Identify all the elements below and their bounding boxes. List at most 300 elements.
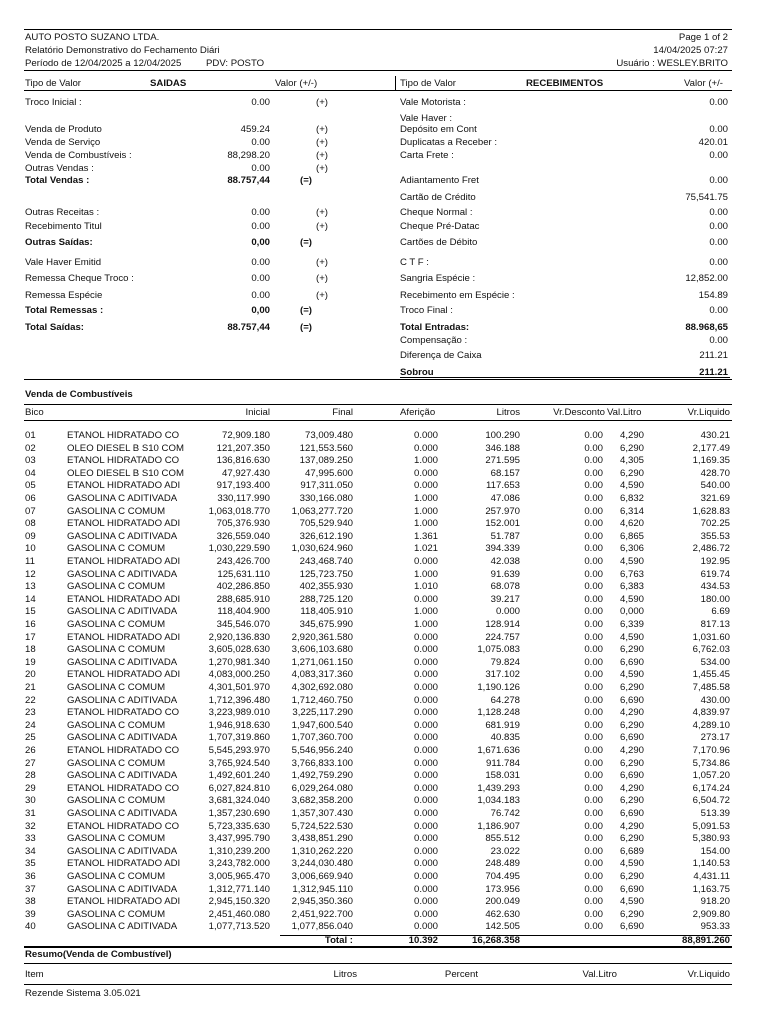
table-row bbox=[0, 871, 768, 882]
cell-liquido: 702.25 bbox=[700, 518, 730, 530]
cell-afericao: 0.000 bbox=[413, 707, 438, 719]
cell-produto: GASOLINA C COMUM bbox=[67, 543, 166, 555]
cell-litros: 128.914 bbox=[485, 619, 520, 630]
col-liquido: Vr.Liquido bbox=[687, 407, 730, 418]
cell-inicial: 2,920,136.830 bbox=[208, 631, 270, 643]
cell-litros: 1,128.248 bbox=[477, 707, 520, 719]
fuel-total-label: Total : bbox=[324, 935, 353, 946]
cell-val-litro: 6,339 bbox=[620, 619, 645, 630]
cell-desconto: 0.00 bbox=[584, 808, 603, 819]
cell-liquido: 1,628.83 bbox=[692, 505, 730, 517]
cell-desconto: 0.00 bbox=[584, 593, 603, 605]
cell-desconto: 0.00 bbox=[584, 669, 603, 681]
table-row bbox=[0, 720, 768, 731]
cell-litros: 40.835 bbox=[490, 732, 520, 744]
cell-final: 5,724,522.530 bbox=[291, 820, 353, 832]
cell-final: 6,029,264.080 bbox=[291, 782, 353, 794]
table-row bbox=[0, 896, 768, 907]
col-inicial: Inicial bbox=[245, 407, 270, 418]
cell-afericao: 0.000 bbox=[413, 732, 438, 744]
cell-bico: 21 bbox=[25, 682, 36, 693]
cell-val-litro: 4,290 bbox=[620, 707, 645, 719]
saidas-label: Total Vendas : bbox=[25, 175, 90, 186]
cell-produto: ETANOL HIDRATADO ADI bbox=[67, 518, 181, 530]
recebimentos-label: Adiantamento Fret bbox=[400, 175, 479, 186]
cell-produto: ETANOL HIDRATADO ADI bbox=[67, 556, 181, 567]
cell-produto: GASOLINA C ADITIVADA bbox=[67, 883, 178, 895]
cell-produto: GASOLINA C COMUM bbox=[67, 908, 166, 920]
cell-desconto: 0.00 bbox=[584, 820, 603, 832]
cell-bico: 16 bbox=[25, 619, 36, 630]
cell-val-litro: 4,305 bbox=[620, 455, 645, 467]
cell-produto: ETANOL HIDRATADO CO bbox=[67, 782, 180, 794]
cell-produto: GASOLINA C COMUM bbox=[67, 757, 166, 769]
table-row bbox=[0, 783, 768, 794]
cell-produto: ETANOL HIDRATADO ADI bbox=[67, 631, 181, 643]
table-row bbox=[0, 795, 768, 806]
cell-bico: 33 bbox=[25, 833, 36, 845]
cell-bico: 38 bbox=[25, 896, 36, 908]
saidas-label: Vale Haver Emitid bbox=[25, 257, 102, 268]
cell-bico: 01 bbox=[25, 430, 36, 441]
cell-val-litro: 6,314 bbox=[620, 505, 645, 517]
col-final: Final bbox=[332, 407, 353, 418]
cell-produto: ETANOL HIDRATADO ADI bbox=[67, 896, 181, 908]
saidas-label: Outras Vendas : bbox=[25, 163, 94, 174]
cell-produto: ETANOL HIDRATADO CO bbox=[67, 820, 180, 832]
table-row bbox=[0, 506, 768, 517]
cell-desconto: 0.00 bbox=[584, 606, 603, 618]
cell-desconto: 0.00 bbox=[584, 581, 603, 593]
cell-desconto: 0.00 bbox=[584, 858, 603, 870]
cell-produto: ETANOL HIDRATADO ADI bbox=[67, 480, 181, 492]
cell-afericao: 0.000 bbox=[413, 921, 438, 933]
cell-final: 2,920,361.580 bbox=[291, 631, 353, 643]
cell-val-litro: 6,690 bbox=[620, 656, 645, 668]
cell-liquido: 5,380.93 bbox=[692, 833, 730, 845]
cell-desconto: 0.00 bbox=[584, 505, 603, 517]
cell-val-litro: 6,763 bbox=[620, 568, 645, 580]
cell-afericao: 1.000 bbox=[413, 568, 438, 580]
saidas-sign: (+) bbox=[316, 257, 328, 268]
report-title: Relatório Demonstrativo do Fechamento Diári bbox=[25, 45, 220, 56]
summary-col-litros: Litros bbox=[333, 969, 357, 980]
col-afericao: Aferição bbox=[400, 407, 436, 418]
cell-inicial: 1,712,396.480 bbox=[208, 694, 270, 706]
cell-litros: 1,034.183 bbox=[477, 795, 520, 807]
cell-val-litro: 6,689 bbox=[620, 845, 645, 857]
cell-afericao: 1.010 bbox=[413, 581, 438, 593]
cell-final: 4,083,317.360 bbox=[291, 669, 353, 681]
cell-afericao: 0.000 bbox=[413, 644, 438, 656]
recebimentos-value: 0.00 bbox=[709, 175, 728, 186]
cell-afericao: 0.000 bbox=[413, 480, 438, 492]
cell-val-litro: 6,290 bbox=[620, 871, 645, 882]
table-row bbox=[0, 531, 768, 542]
saidas-value: 88,298.20 bbox=[227, 150, 270, 161]
cell-afericao: 0.000 bbox=[413, 682, 438, 693]
fuel-section-title: Venda de Combustíveis bbox=[25, 389, 133, 400]
cell-bico: 34 bbox=[25, 845, 36, 857]
cell-produto: ETANOL HIDRATADO ADI bbox=[67, 593, 181, 605]
table-row bbox=[0, 606, 768, 617]
table-row bbox=[0, 682, 768, 693]
cell-litros: 1,075.083 bbox=[477, 644, 520, 656]
cell-val-litro: 6,383 bbox=[620, 581, 645, 593]
cell-liquido: 534.00 bbox=[700, 656, 730, 668]
cell-litros: 91.639 bbox=[490, 568, 520, 580]
cell-produto: OLEO DIESEL B S10 COM bbox=[67, 467, 184, 479]
cell-bico: 15 bbox=[25, 606, 36, 618]
cell-inicial: 4,083,000.250 bbox=[208, 669, 270, 681]
summary-col-liquido: Vr.Liquido bbox=[687, 969, 730, 980]
cell-bico: 19 bbox=[25, 656, 36, 668]
cell-produto: GASOLINA C ADITIVADA bbox=[67, 568, 178, 580]
cell-afericao: 0.000 bbox=[413, 669, 438, 681]
cell-litros: 76.742 bbox=[490, 808, 520, 819]
table-row bbox=[0, 732, 768, 743]
saidas-label: Remessa Espécie bbox=[25, 290, 103, 301]
cell-inicial: 125,631.110 bbox=[217, 568, 270, 580]
saidas-sign: (+) bbox=[316, 221, 328, 232]
cell-final: 1,947,600.540 bbox=[291, 719, 353, 731]
saidas-sign: (+) bbox=[316, 150, 328, 161]
cell-val-litro: 6,865 bbox=[620, 530, 645, 542]
cell-bico: 26 bbox=[25, 745, 36, 756]
cell-inicial: 3,765,924.540 bbox=[208, 757, 270, 769]
table-row bbox=[0, 921, 768, 932]
recebimentos-value: 0.00 bbox=[709, 221, 728, 232]
cell-inicial: 3,223,989.010 bbox=[208, 707, 270, 719]
cell-afericao: 0.000 bbox=[413, 467, 438, 479]
cell-val-litro: 6,290 bbox=[620, 908, 645, 920]
cell-afericao: 0.000 bbox=[413, 871, 438, 882]
recebimentos-label: C T F : bbox=[400, 257, 429, 268]
cell-produto: GASOLINA C ADITIVADA bbox=[67, 656, 178, 668]
table-row bbox=[0, 543, 768, 554]
cell-final: 917,311.050 bbox=[300, 480, 353, 492]
cell-desconto: 0.00 bbox=[584, 896, 603, 908]
cell-litros: 1,190.126 bbox=[477, 682, 520, 693]
cell-bico: 22 bbox=[25, 694, 36, 706]
cell-afericao: 0.000 bbox=[413, 656, 438, 668]
cell-inicial: 705,376.930 bbox=[216, 518, 270, 530]
cell-afericao: 1.000 bbox=[413, 505, 438, 517]
cell-val-litro: 4,590 bbox=[620, 858, 645, 870]
cell-inicial: 2,945,150.320 bbox=[208, 896, 270, 908]
company-name: AUTO POSTO SUZANO LTDA. bbox=[25, 32, 160, 43]
cell-val-litro: 4,590 bbox=[620, 669, 645, 681]
cell-produto: GASOLINA C COMUM bbox=[67, 719, 166, 731]
cell-inicial: 243,426.700 bbox=[216, 556, 270, 567]
cell-litros: 68.078 bbox=[490, 581, 520, 593]
cell-afericao: 0.000 bbox=[413, 795, 438, 807]
cell-val-litro: 6,290 bbox=[620, 682, 645, 693]
cell-produto: GASOLINA C COMUM bbox=[67, 581, 166, 593]
saidas-value: 459.24 bbox=[240, 124, 270, 135]
cell-inicial: 1,310,239.200 bbox=[208, 845, 270, 857]
cell-bico: 06 bbox=[25, 493, 36, 504]
cell-bico: 17 bbox=[25, 631, 36, 643]
cell-final: 1,063,277.720 bbox=[291, 505, 353, 517]
cell-final: 137,089.250 bbox=[299, 455, 353, 467]
cell-final: 1,357,307.430 bbox=[291, 808, 353, 819]
sobrou-underline bbox=[400, 377, 730, 378]
cell-desconto: 0.00 bbox=[584, 467, 603, 479]
cell-afericao: 0.000 bbox=[413, 757, 438, 769]
cell-inicial: 1,030,229.590 bbox=[208, 543, 270, 555]
cell-desconto: 0.00 bbox=[584, 745, 603, 756]
table-row bbox=[0, 518, 768, 529]
saidas-sign: (+) bbox=[316, 207, 328, 218]
recebimentos-label: Compensação : bbox=[400, 335, 468, 346]
fuel-total-litros: 16,268.358 bbox=[471, 935, 520, 946]
table-row bbox=[0, 480, 768, 491]
cell-produto: GASOLINA C COMUM bbox=[67, 619, 166, 630]
saidas-type-header: Tipo de Valor bbox=[25, 78, 81, 89]
table-row bbox=[0, 858, 768, 869]
table-row bbox=[0, 884, 768, 895]
saidas-label: Remessa Cheque Troco : bbox=[25, 273, 134, 284]
cell-desconto: 0.00 bbox=[584, 530, 603, 542]
cell-liquido: 6,762.03 bbox=[692, 644, 730, 656]
table-row bbox=[0, 455, 768, 466]
saidas-sign: (=) bbox=[300, 237, 312, 248]
cell-final: 2,451,922.700 bbox=[291, 908, 353, 920]
table-row bbox=[0, 745, 768, 756]
cell-inicial: 288,685.910 bbox=[216, 593, 270, 605]
recebimentos-value: 12,852.00 bbox=[685, 273, 728, 284]
cell-desconto: 0.00 bbox=[584, 682, 603, 693]
cell-liquido: 6.69 bbox=[711, 606, 730, 618]
cell-desconto: 0.00 bbox=[584, 732, 603, 744]
cell-inicial: 5,545,293.970 bbox=[208, 745, 270, 756]
cell-produto: OLEO DIESEL B S10 COM bbox=[67, 442, 184, 454]
cell-litros: 158.031 bbox=[485, 770, 520, 782]
cell-litros: 79.824 bbox=[490, 656, 520, 668]
cell-produto: ETANOL HIDRATADO ADI bbox=[67, 669, 181, 681]
cell-inicial: 136,816.630 bbox=[216, 455, 270, 467]
cell-liquido: 2,909.80 bbox=[692, 908, 730, 920]
report-period: Período de 12/04/2025 a 12/04/2025 bbox=[25, 58, 182, 69]
recebimentos-value: 0.00 bbox=[709, 207, 728, 218]
cell-final: 1,310,262.220 bbox=[291, 845, 353, 857]
cell-val-litro: 0,000 bbox=[620, 606, 645, 618]
cell-bico: 31 bbox=[25, 808, 36, 819]
cell-val-litro: 6,306 bbox=[620, 543, 645, 555]
cell-val-litro: 6,832 bbox=[620, 493, 645, 504]
recebimentos-label: Sangria Espécie : bbox=[400, 273, 476, 284]
cell-produto: GASOLINA C COMUM bbox=[67, 682, 166, 693]
cell-inicial: 1,707,319.860 bbox=[208, 732, 270, 744]
cell-bico: 04 bbox=[25, 467, 36, 479]
cell-val-litro: 4,590 bbox=[620, 556, 645, 567]
cell-desconto: 0.00 bbox=[584, 694, 603, 706]
cell-inicial: 1,946,918.630 bbox=[208, 719, 270, 731]
cell-liquido: 513.39 bbox=[700, 808, 730, 819]
cell-desconto: 0.00 bbox=[584, 833, 603, 845]
saidas-value: 0.00 bbox=[251, 163, 270, 174]
cell-liquido: 953.33 bbox=[700, 921, 730, 933]
table-row bbox=[0, 657, 768, 668]
cell-afericao: 0.000 bbox=[413, 883, 438, 895]
recebimentos-label: Sobrou bbox=[400, 367, 434, 378]
cell-liquido: 918.20 bbox=[700, 896, 730, 908]
cell-desconto: 0.00 bbox=[584, 719, 603, 731]
cell-bico: 10 bbox=[25, 543, 36, 555]
cell-val-litro: 6,290 bbox=[620, 467, 645, 479]
cell-produto: GASOLINA C ADITIVADA bbox=[67, 921, 178, 933]
cell-produto: GASOLINA C ADITIVADA bbox=[67, 732, 178, 744]
table-row bbox=[0, 594, 768, 605]
saidas-sign: (+) bbox=[316, 290, 328, 301]
cell-liquido: 430.21 bbox=[700, 430, 730, 441]
cell-afericao: 0.000 bbox=[413, 719, 438, 731]
cell-desconto: 0.00 bbox=[584, 845, 603, 857]
cell-produto: GASOLINA C COMUM bbox=[67, 795, 166, 807]
cell-bico: 30 bbox=[25, 795, 36, 807]
cell-final: 1,030,624.960 bbox=[291, 543, 353, 555]
cell-afericao: 0.000 bbox=[413, 694, 438, 706]
saidas-sign: (=) bbox=[300, 322, 312, 333]
cell-desconto: 0.00 bbox=[584, 430, 603, 441]
cell-final: 2,945,350.360 bbox=[291, 896, 353, 908]
recebimentos-label: Recebimento em Espécie : bbox=[400, 290, 515, 301]
saidas-label: Total Remessas : bbox=[25, 305, 104, 316]
cell-litros: 317.102 bbox=[485, 669, 520, 681]
cell-produto: ETANOL HIDRATADO ADI bbox=[67, 858, 181, 870]
cell-final: 3,006,669.940 bbox=[291, 871, 353, 882]
cell-inicial: 5,723,335.630 bbox=[208, 820, 270, 832]
cell-val-litro: 4,290 bbox=[620, 820, 645, 832]
table-row bbox=[0, 821, 768, 832]
col-desconto: Vr.Desconto bbox=[553, 407, 605, 418]
saidas-label: Outras Receitas : bbox=[25, 207, 100, 218]
cell-final: 705,529.940 bbox=[299, 518, 353, 530]
cell-val-litro: 6,690 bbox=[620, 694, 645, 706]
cell-bico: 08 bbox=[25, 518, 36, 530]
cell-afericao: 0.000 bbox=[413, 593, 438, 605]
cell-inicial: 47,927.430 bbox=[221, 467, 270, 479]
cell-bico: 40 bbox=[25, 921, 36, 933]
fuel-total-liquido: 88,891.260 bbox=[681, 935, 730, 946]
cell-liquido: 4,289.10 bbox=[692, 719, 730, 731]
cell-liquido: 1,455.45 bbox=[692, 669, 730, 681]
cell-final: 1,707,360.700 bbox=[291, 732, 353, 744]
cell-val-litro: 6,290 bbox=[620, 442, 645, 454]
cell-inicial: 1,063,018.770 bbox=[208, 505, 270, 517]
saidas-label: Venda de Serviço bbox=[25, 137, 101, 148]
cell-inicial: 72,909.180 bbox=[221, 430, 270, 441]
cell-val-litro: 4,590 bbox=[620, 631, 645, 643]
cell-afericao: 1.000 bbox=[413, 518, 438, 530]
cell-liquido: 817.13 bbox=[700, 619, 730, 630]
cell-val-litro: 4,290 bbox=[620, 745, 645, 756]
cell-desconto: 0.00 bbox=[584, 619, 603, 630]
table-row bbox=[0, 833, 768, 844]
table-row bbox=[0, 443, 768, 454]
cell-inicial: 3,005,965.470 bbox=[208, 871, 270, 882]
cell-produto: ETANOL HIDRATADO CO bbox=[67, 745, 180, 756]
cell-liquido: 7,485.58 bbox=[692, 682, 730, 693]
cell-liquido: 355.53 bbox=[700, 530, 730, 542]
cell-desconto: 0.00 bbox=[584, 707, 603, 719]
cell-final: 345,675.990 bbox=[299, 619, 353, 630]
table-row bbox=[0, 707, 768, 718]
recebimentos-label: Total Entradas: bbox=[400, 322, 470, 333]
recebimentos-label: Vale Motorista : bbox=[400, 97, 466, 108]
table-row bbox=[0, 569, 768, 580]
cell-inicial: 326,559.040 bbox=[216, 530, 270, 542]
pdv-label: PDV: POSTO bbox=[206, 58, 265, 69]
cell-inicial: 6,027,824.810 bbox=[208, 782, 270, 794]
recebimentos-value: 0.00 bbox=[709, 124, 728, 135]
cell-litros: 346.188 bbox=[485, 442, 520, 454]
cell-inicial: 402,286.850 bbox=[216, 581, 270, 593]
cell-desconto: 0.00 bbox=[584, 518, 603, 530]
cell-val-litro: 6,690 bbox=[620, 732, 645, 744]
fuel-total-afericao: 10.392 bbox=[408, 935, 438, 946]
saidas-value: 0.00 bbox=[251, 273, 270, 284]
saidas-value: 0.00 bbox=[251, 257, 270, 268]
cell-afericao: 0.000 bbox=[413, 908, 438, 920]
saidas-value: 0.00 bbox=[251, 290, 270, 301]
cell-afericao: 0.000 bbox=[413, 820, 438, 832]
recebimentos-value: 88.968,65 bbox=[685, 322, 728, 333]
col-litros: Litros bbox=[496, 407, 520, 418]
cell-val-litro: 4,290 bbox=[620, 782, 645, 794]
cell-inicial: 121,207.350 bbox=[216, 442, 270, 454]
cell-afericao: 1.000 bbox=[413, 493, 438, 504]
cell-bico: 11 bbox=[25, 556, 35, 567]
cell-produto: GASOLINA C COMUM bbox=[67, 505, 166, 517]
cell-desconto: 0.00 bbox=[584, 757, 603, 769]
saidas-value: 0.00 bbox=[251, 137, 270, 148]
cell-litros: 681.919 bbox=[485, 719, 520, 731]
cell-inicial: 1,492,601.240 bbox=[208, 770, 270, 782]
recebimentos-value: 0.00 bbox=[709, 237, 728, 248]
cell-afericao: 1.361 bbox=[413, 530, 438, 542]
cell-val-litro: 6,690 bbox=[620, 770, 645, 782]
cell-liquido: 2,177.49 bbox=[692, 442, 730, 454]
cell-liquido: 5,091.53 bbox=[692, 820, 730, 832]
recebimentos-value: 75,541.75 bbox=[685, 192, 728, 203]
cell-afericao: 0.000 bbox=[413, 556, 438, 567]
cell-litros: 704.495 bbox=[485, 871, 520, 882]
cell-litros: 68.157 bbox=[490, 467, 520, 479]
cell-bico: 37 bbox=[25, 883, 36, 895]
cell-desconto: 0.00 bbox=[584, 921, 603, 933]
cell-desconto: 0.00 bbox=[584, 631, 603, 643]
recebimentos-label: Cartão de Crédito bbox=[400, 192, 476, 203]
cell-inicial: 1,357,230.690 bbox=[208, 808, 270, 819]
cell-desconto: 0.00 bbox=[584, 871, 603, 882]
cell-val-litro: 6,290 bbox=[620, 833, 645, 845]
cell-bico: 14 bbox=[25, 593, 36, 605]
saidas-value: 0.00 bbox=[251, 97, 270, 108]
table-row bbox=[0, 909, 768, 920]
cell-produto: GASOLINA C ADITIVADA bbox=[67, 808, 178, 819]
recebimentos-title: RECEBIMENTOS bbox=[526, 78, 604, 89]
cell-bico: 36 bbox=[25, 871, 36, 882]
cell-inicial: 3,243,782.000 bbox=[208, 858, 270, 870]
cell-liquido: 4,431.11 bbox=[693, 871, 730, 882]
cell-produto: GASOLINA C ADITIVADA bbox=[67, 530, 178, 542]
summary-col-percent: Percent bbox=[444, 969, 478, 980]
recebimentos-label: Vale Haver : bbox=[400, 113, 453, 124]
recebimentos-value: 0.00 bbox=[709, 97, 728, 108]
cell-desconto: 0.00 bbox=[584, 795, 603, 807]
